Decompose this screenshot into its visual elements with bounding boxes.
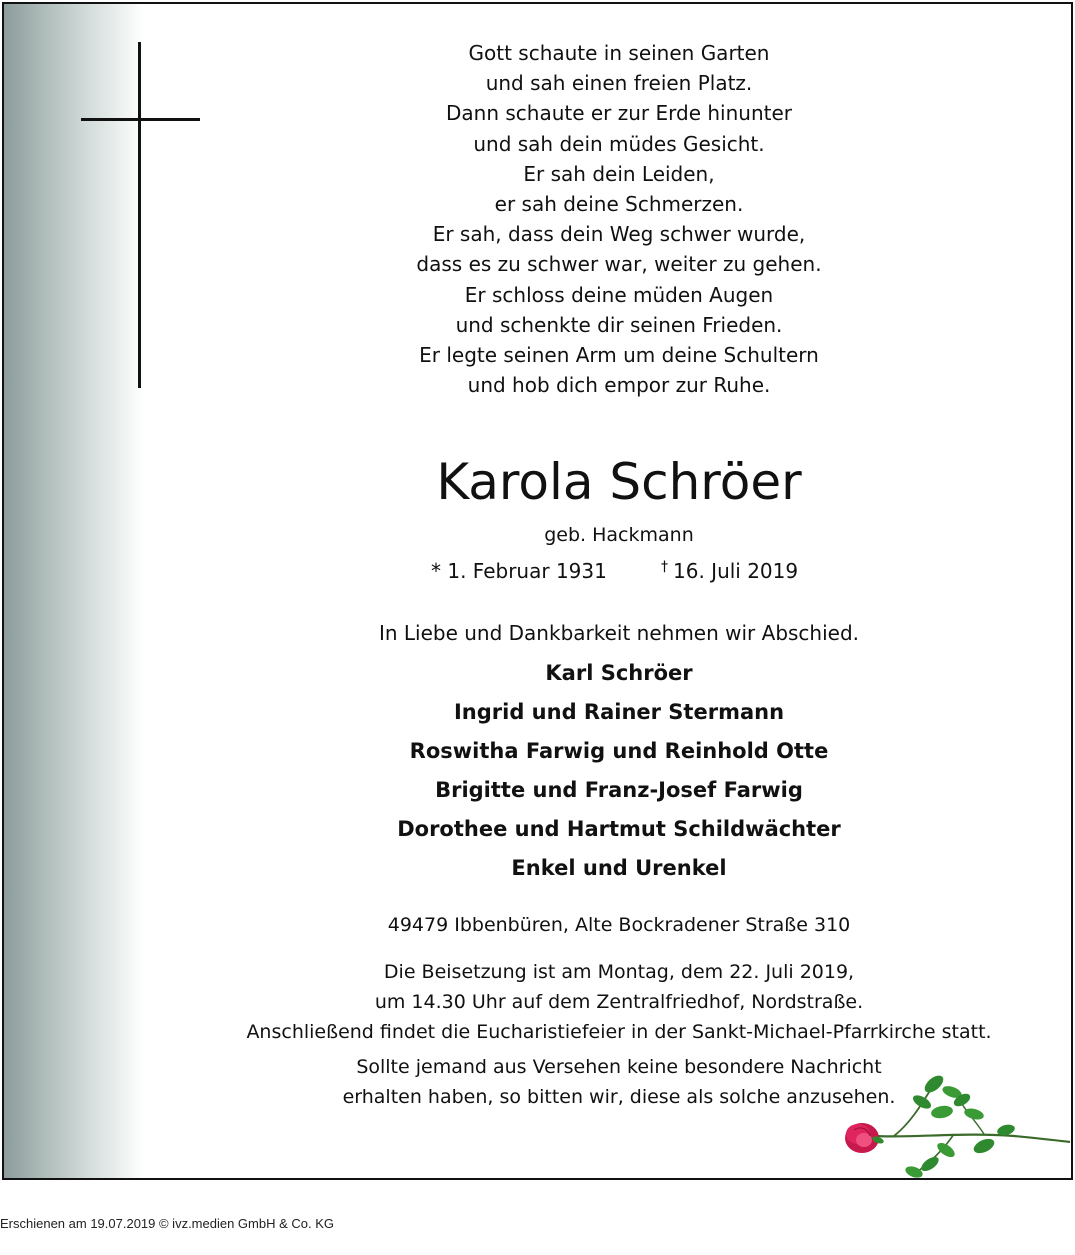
farewell-text: In Liebe und Dankbarkeit nehmen wir Abschied. bbox=[378, 621, 860, 645]
rose-icon bbox=[834, 1064, 1073, 1179]
poem-line: und hob dich empor zur Ruhe. bbox=[467, 373, 771, 398]
funeral-info bbox=[214, 957, 1024, 1047]
mourner-name: Roswitha Farwig und Reinhold Otte bbox=[409, 739, 829, 763]
mourner-name: Brigitte und Franz-Josef Farwig bbox=[435, 778, 803, 802]
poem-line: und sah einen freien Platz. bbox=[485, 71, 753, 96]
funeral-line: Die Beisetzung ist am Montag, dem 22. Juli 2019, bbox=[383, 961, 855, 983]
deceased-name: Karola Schröer bbox=[436, 453, 802, 511]
poem bbox=[384, 38, 854, 400]
poem-line: Gott schaute in seinen Garten bbox=[468, 41, 770, 65]
mourner-name: Enkel und Urenkel bbox=[511, 856, 727, 880]
poem-line: Er sah, dass dein Weg schwer wurde, bbox=[432, 222, 806, 247]
death-date: 16. Juli 2019 bbox=[673, 559, 799, 583]
cross-icon-horizontal bbox=[81, 118, 200, 121]
death-date-group bbox=[661, 557, 798, 588]
death-symbol-icon: † bbox=[661, 559, 668, 575]
notice-line: erhalten haben, so bitten wir, diese als solche anzusehen. bbox=[342, 1086, 896, 1108]
poem-line: Er legte seinen Arm um deine Schultern bbox=[419, 343, 819, 368]
poem-line: Dann schaute er zur Erde hinunter bbox=[445, 101, 793, 126]
funeral-line: um 14.30 Uhr auf dem Zentralfriedhof, Nordstraße. bbox=[374, 991, 864, 1013]
poem-line: dass es zu schwer war, weiter zu gehen. bbox=[416, 252, 822, 277]
mourner-name: Ingrid und Rainer Stermann bbox=[453, 700, 785, 724]
obituary-frame bbox=[2, 2, 1073, 1180]
cross-icon-vertical bbox=[138, 42, 141, 388]
notice-line: Sollte jemand aus Versehen keine besondere Nachricht bbox=[356, 1056, 882, 1078]
birth-date: * 1. Februar 1931 bbox=[431, 559, 607, 583]
mourner-name: Karl Schröer bbox=[545, 661, 693, 685]
mourners-list bbox=[324, 654, 914, 888]
maiden-name: geb. Hackmann bbox=[544, 524, 694, 546]
poem-line: und sah dein müdes Gesicht. bbox=[473, 131, 765, 156]
funeral-line: Anschließend findet die Eucharistiefeier in der Sankt-Michael-Pfarrkirche statt. bbox=[246, 1021, 992, 1043]
poem-line: Er sah dein Leiden, bbox=[523, 161, 715, 186]
poem-line: Er schloss deine müden Augen bbox=[464, 282, 774, 307]
poem-line: er sah deine Schmerzen. bbox=[494, 192, 744, 217]
poem-line: und schenkte dir seinen Frieden. bbox=[455, 312, 783, 337]
mourner-name: Dorothee und Hartmut Schildwächter bbox=[397, 817, 841, 841]
footer-credit: Erschienen am 19.07.2019 © ivz.medien GmbH & Co. KG bbox=[0, 1216, 335, 1231]
side-gradient-band bbox=[4, 4, 144, 1178]
address: 49479 Ibbenbüren, Alte Bockradener Straße 310 bbox=[387, 914, 851, 936]
